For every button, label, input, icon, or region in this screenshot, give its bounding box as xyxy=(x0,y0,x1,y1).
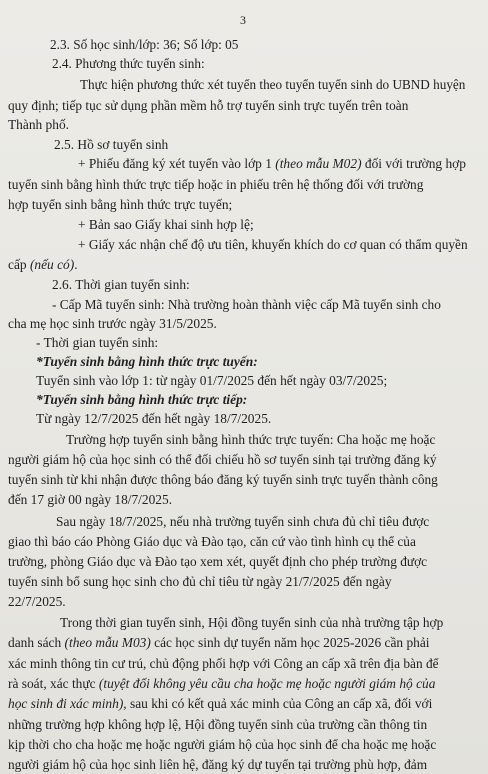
paragraph-line: hợp tuyển sinh bằng hình thức trực tuyến; xyxy=(8,197,233,212)
paragraph-line: Thực hiện phương thức xét tuyển theo tuyển tuyển sinh do UBND huyện xyxy=(80,77,466,92)
paragraph-line: + Phiếu đăng ký xét tuyển vào lớp 1 (theo mẫu M02) đối với trường hợp xyxy=(78,156,466,171)
section-2-6-heading: 2.6. Thời gian tuyển sinh: xyxy=(52,277,190,292)
paragraph-line: Thành phố. xyxy=(8,117,69,132)
paragraph-line: người giám hộ của học sinh liên hệ, đăng ký dự tuyển tại trường phù hợp, đảm xyxy=(8,757,428,772)
paragraph-line: trường, phòng Giáo dục và Đào tạo xem xét, quyết định cho phép trường được xyxy=(8,554,428,569)
paragraph-line: tuyển sinh bổ sung học sinh cho đủ chỉ tiêu từ ngày 21/7/2025 đến ngày xyxy=(8,574,392,589)
online-enrollment-heading: *Tuyển sinh bằng hình thức trực tuyến: xyxy=(36,354,258,369)
section-2-5-heading: 2.5. Hồ sơ tuyển sinh xyxy=(54,137,169,152)
paragraph-line: tuyển sinh bằng hình thức trực tiếp hoặc in phiếu trên hệ thống đối với trường xyxy=(8,177,424,192)
paragraph-line: tuyển sinh từ khi nhận được thông báo đăng ký tuyển sinh trực tuyến thành công xyxy=(8,472,438,487)
paragraph-line: - Thời gian tuyển sinh: xyxy=(36,335,159,350)
paragraph-line: Từ ngày 12/7/2025 đến hết ngày 18/7/2025. xyxy=(36,411,272,426)
paragraph-line: quy định; tiếp tục sử dụng phần mềm hỗ trợ tuyển sinh trực tuyến trên toàn xyxy=(8,98,409,113)
paragraph-line: những trường hợp không hợp lệ, Hội đồng tuyển sinh của trường cần thông tin xyxy=(8,717,428,732)
paragraph-line: cha mẹ học sinh trước ngày 31/5/2025. xyxy=(8,316,217,331)
paragraph-line: đến 17 giờ 00 ngày 18/7/2025. xyxy=(8,492,173,507)
paragraph-line: danh sách (theo mẫu M03) các học sinh dự tuyển năm học 2025-2026 cần phải xyxy=(8,635,430,650)
paragraph-line: xác minh thông tin cư trú, chủ động phối hợp với Công an cấp xã trên địa bàn để xyxy=(8,656,439,671)
paragraph-line: cấp (nếu có). xyxy=(8,257,78,272)
paragraph-line: giao thì báo cáo Phòng Giáo dục và Đào tạo, căn cứ vào tình hình cụ thể của xyxy=(8,534,416,549)
paragraph-line: 22/7/2025. xyxy=(8,594,66,609)
paragraph-line: rà soát, xác thực (tuyệt đối không yêu cầu cha hoặc mẹ hoặc người giám hộ của xyxy=(8,676,436,691)
paragraph-line: học sinh đi xác minh), sau khi có kết quả xác minh của Công an cấp xã, đối với xyxy=(8,696,433,711)
paragraph-line: - Cấp Mã tuyển sinh: Nhà trường hoàn thành việc cấp Mã tuyển sinh cho xyxy=(52,297,441,312)
paragraph-line: Sau ngày 18/7/2025, nếu nhà trường tuyển sinh chưa đủ chỉ tiêu được xyxy=(56,514,430,529)
page-number: 3 xyxy=(240,13,246,27)
section-2-3: 2.3. Số học sinh/lớp: 36; Số lớp: 05 xyxy=(50,37,239,52)
paragraph-line: + Bản sao Giấy khai sinh hợp lệ; xyxy=(78,217,254,232)
paragraph-line: người giám hộ của học sinh có thể đối chiếu hồ sơ tuyển sinh tại trường đăng ký xyxy=(8,452,437,467)
paragraph-line: Tuyển sinh vào lớp 1: từ ngày 01/7/2025 đến hết ngày 03/7/2025; xyxy=(36,373,388,388)
direct-enrollment-heading: *Tuyển sinh bằng hình thức trực tiếp: xyxy=(36,392,248,407)
paragraph-line: kịp thời cho cha hoặc mẹ hoặc người giám hộ của học sinh để cha hoặc mẹ hoặc xyxy=(8,737,437,752)
paragraph-line: + Giấy xác nhận chế độ ưu tiên, khuyến khích do cơ quan có thẩm quyền xyxy=(78,237,468,252)
section-2-4-heading: 2.4. Phương thức tuyển sinh: xyxy=(52,56,205,71)
paragraph-line: Trường hợp tuyển sinh bằng hình thức trực tuyến: Cha hoặc mẹ hoặc xyxy=(66,432,436,447)
paragraph-line: Trong thời gian tuyển sinh, Hội đồng tuyển sinh của nhà trường tập hợp xyxy=(60,615,444,630)
